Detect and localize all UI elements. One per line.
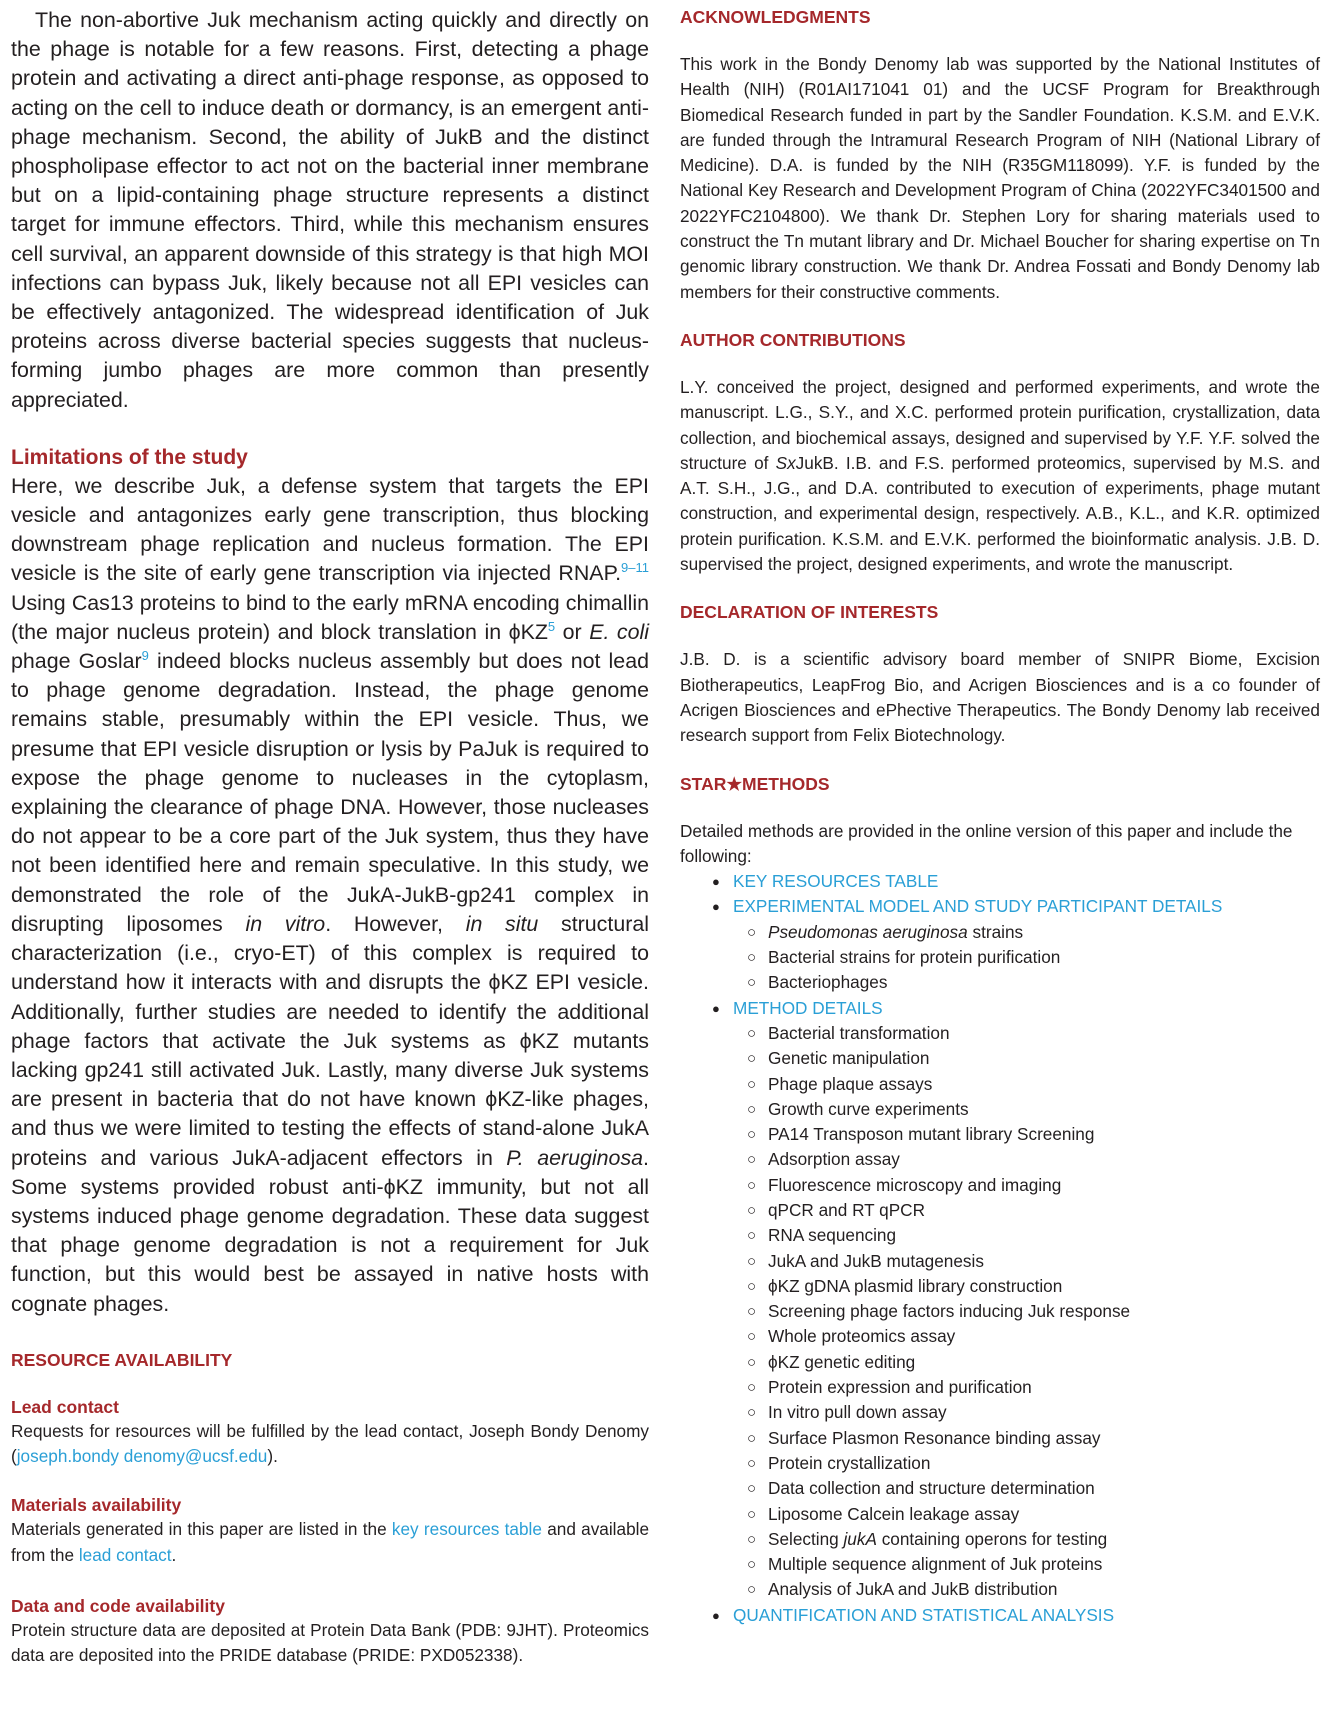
sublist bbox=[733, 920, 1320, 996]
lead-contact-heading: Lead contact bbox=[11, 1396, 119, 1417]
declaration-heading: DECLARATION OF INTERESTS bbox=[680, 602, 939, 623]
list-item: ○ Multiple sequence alignment of Juk proteins bbox=[680, 1552, 1320, 1577]
list-item: ○ Protein crystallization bbox=[680, 1451, 1320, 1476]
list-item: ○ Fluorescence microscopy and imaging bbox=[680, 1173, 1320, 1198]
list-item: ○ Bacterial transformation bbox=[680, 1021, 1320, 1046]
limitations-paragraph: Here, we describe Juk, a defense system that targets the EPI vesicle and antagonizes early gene transcription, thus blocking downstream phage replication and nucleus formation. The EPI vesicle is the site of early gene transcription via injected RNAP.$^{9-11}$ Using Cas13 proteins to bind to the early mRNA encoding chimallin (the major nucleus protein) and block translation in ϕKZ$^5$ or E. coli phage Goslar$^9$ indeed blocks nucleus assembly but does not lead to phage genome degradation. Instead, the phage genome remains stable, presumably within the EPI vesicle. Thus, we presume that EPI vesicle disruption or lysis by PaJuk is required to expose the phage genome to nucleases in the cytoplasm, explaining the clearance of phage DNA. However, those nucleases do not appear to be a core part of the Juk system, thus they have not been identified here and remain speculative. In this study, we demonstrated the role of the JukA-JukB-gp241 complex in disrupting liposomes in vitro. However, in situ structural characterization (i.e., cryo-ET) of this complex is required to understand how it interacts with and disrupts the ϕKZ EPI vesicle. Additionally, further studies are needed to identify the additional phage factors that activate the Juk systems as ϕKZ mutants lacking gp241 still activated Juk. Lastly, many diverse Juk systems are present in bacteria that do not have known ϕKZ-like phages, and thus we were limited to testing the effects of stand-alone JukA proteins and various JukA-adjacent effectors in P. aeruginosa. Some systems provided robust anti-ϕKZ immunity, but not all systems induced phage genome degradation. These data suggest that phage genome degradation is not a requirement for Juk function, but this would best be assayed in native hosts with cognate phages. bbox=[11, 473, 649, 1316]
citation-link[interactable]: 9–11 bbox=[621, 560, 649, 576]
method-details-toc-link[interactable]: METHOD DETAILS bbox=[733, 997, 883, 1018]
list-item: ○ Screening phage factors inducing Juk response bbox=[680, 1299, 1320, 1324]
right-column bbox=[680, 6, 1320, 1628]
list-item: ○ Bacteriophages bbox=[680, 970, 1320, 995]
data-code-availability-heading: Data and code availability bbox=[11, 1595, 225, 1616]
list-item: ○ Data collection and structure determination bbox=[680, 1476, 1320, 1501]
declaration-text: J.B. D. is a scientific advisory board member of SNIPR Biome, Excision Biotherapeutics, LeapFrog Bio, and Acrigen Biosciences and is a co founder of Acrigen Biosciences and ePhective Therapeutics. The Bondy Denomy lab received research support from Felix Biotechnology. bbox=[680, 649, 1320, 746]
sublist bbox=[733, 1021, 1320, 1603]
lead-contact-email-link[interactable]: joseph.bondy denomy@ucsf.edu bbox=[16, 1446, 268, 1467]
author-contributions-heading: AUTHOR CONTRIBUTIONS bbox=[680, 329, 906, 350]
materials-availability-text: Materials generated in this paper are listed in the key resources table and available from the lead contact. bbox=[11, 1519, 650, 1565]
list-item bbox=[680, 1603, 1320, 1628]
resource-availability-heading: RESOURCE AVAILABILITY bbox=[11, 1349, 233, 1370]
list-item: ○ Pseudomonas aeruginosa strains bbox=[680, 920, 1320, 945]
quantification-toc-link[interactable]: QUANTIFICATION AND STATISTICAL ANALYSIS bbox=[733, 1604, 1115, 1625]
list-item bbox=[680, 869, 1320, 894]
lead-contact-link[interactable]: lead contact bbox=[78, 1544, 172, 1565]
experimental-model-toc-link[interactable]: EXPERIMENTAL MODEL AND STUDY PARTICIPANT DETAILS bbox=[733, 896, 1223, 917]
acknowledgments-heading: ACKNOWLEDGMENTS bbox=[680, 7, 871, 27]
key-resources-table-link[interactable]: key resources table bbox=[391, 1519, 542, 1540]
list-item: ○ Adsorption assay bbox=[680, 1147, 1320, 1172]
citation-link[interactable]: 9 bbox=[141, 647, 149, 663]
list-item: ○ Genetic manipulation bbox=[680, 1046, 1320, 1071]
list-item bbox=[680, 894, 1320, 995]
list-item: ○ Liposome Calcein leakage assay bbox=[680, 1502, 1320, 1527]
list-item: ○ In vitro pull down assay bbox=[680, 1400, 1320, 1425]
limitations-heading: Limitations of the study bbox=[11, 445, 248, 469]
list-item: ○ PA14 Transposon mutant library Screening bbox=[680, 1122, 1320, 1147]
citation-link[interactable]: 5 bbox=[547, 618, 556, 634]
list-item: ○ ϕKZ genetic editing bbox=[680, 1350, 1320, 1375]
key-resources-table-toc-link[interactable]: KEY RESOURCES TABLE bbox=[733, 871, 939, 892]
star-methods-heading: STAR★METHODS bbox=[680, 773, 830, 794]
list-item: ○ Analysis of JukA and JukB distribution bbox=[680, 1577, 1320, 1602]
acknowledgments-text: This work in the Bondy Denomy lab was supported by the National Institutes of Health (NIH) (R01AI171041 01) and the UCSF Program for Breakthrough Biomedical Research funded in part by the Sandler Foundation. K.S.M. and E.V.K. are funded through the Intramural Research Program of NIH (National Library of Medicine). D.A. is funded by the NIH (R35GM118099). Y.F. is funded by the National Key Research and Development Program of China (2022YFC3401500 and 2022YFC2104800). We thank Dr. Stephen Lory for sharing materials used to construct the Tn mutant library and Dr. Michael Boucher for sharing expertise on Tn genomic library construction. We thank Dr. Andrea Fossati and Bondy Denomy lab members for their constructive comments. bbox=[680, 54, 1320, 302]
list-item: ○ JukA and JukB mutagenesis bbox=[680, 1249, 1320, 1274]
lead-contact-text: Requests for resources will be fulfilled by the lead contact, Joseph Bondy Denomy (joseph.bondy denomy@ucsf.edu). bbox=[11, 1420, 649, 1467]
list-item: ○ Protein expression and purification bbox=[680, 1375, 1320, 1400]
star-methods-intro: Detailed methods are provided in the online version of this paper and include the following: bbox=[680, 820, 1293, 866]
author-contributions-text: L.Y. conceived the project, designed and performed experiments, and wrote the manuscript. L.G., S.Y., and X.C. performed protein purification, crystallization, data collection, and biochemical assays, designed and supervised by Y.F. Y.F. solved the structure of SxJukB. I.B. and F.S. performed proteomics, supervised by M.S. and A.T. S.H., J.G., and D.A. contributed to execution of experiments, phage mutant construction, and experimental design, respectively. A.B., K.L., and K.R. optimized protein purification. K.S.M. and E.V.K. performed the bioinformatic analysis. J.B. D. supervised the project, designed experiments, and wrote the manuscript. bbox=[680, 376, 1321, 575]
list-item: ○ Surface Plasmon Resonance binding assay bbox=[680, 1426, 1320, 1451]
materials-availability-heading: Materials availability bbox=[11, 1495, 182, 1516]
list-item: ○ Bacterial strains for protein purification bbox=[680, 945, 1320, 970]
list-item: ○ qPCR and RT qPCR bbox=[680, 1198, 1320, 1223]
list-item: ○ ϕKZ gDNA plasmid library construction bbox=[680, 1274, 1320, 1299]
left-column bbox=[11, 6, 649, 1669]
methods-list bbox=[680, 869, 1320, 1628]
list-item: ○ RNA sequencing bbox=[680, 1223, 1320, 1248]
list-item bbox=[680, 996, 1320, 1603]
list-item: ○ Growth curve experiments bbox=[680, 1097, 1320, 1122]
list-item: ○ Phage plaque assays bbox=[680, 1072, 1320, 1097]
data-code-availability-text: Protein structure data are deposited at Protein Data Bank (PDB: 9JHT). Proteomics data are deposited into the PRIDE database (PRIDE: PXD052338). bbox=[11, 1619, 649, 1666]
discussion-paragraph: The non-abortive Juk mechanism acting quickly and directly on the phage is notable for a few reasons. First, detecting a phage protein and activating a direct anti-phage response, as opposed to acting on the cell to induce death or dormancy, is an emergent anti-phage mechanism. Second, the ability of JukB and the distinct phospholipase effector to act not on the bacterial inner membrane but on a lipid-containing phage structure represents a distinct target for immune effectors. Third, while this mechanism ensures cell survival, an apparent downside of this strategy is that high MOI infections can bypass Juk, likely because not all EPI vesicles can be effectively antagonized. The widespread identification of Juk proteins across diverse bacterial species suggests that nucleus-forming jumbo phages are more common than presently appreciated. bbox=[11, 8, 649, 412]
list-item: ○ Selecting jukA containing operons for testing bbox=[680, 1527, 1320, 1552]
list-item: ○ Whole proteomics assay bbox=[680, 1324, 1320, 1349]
